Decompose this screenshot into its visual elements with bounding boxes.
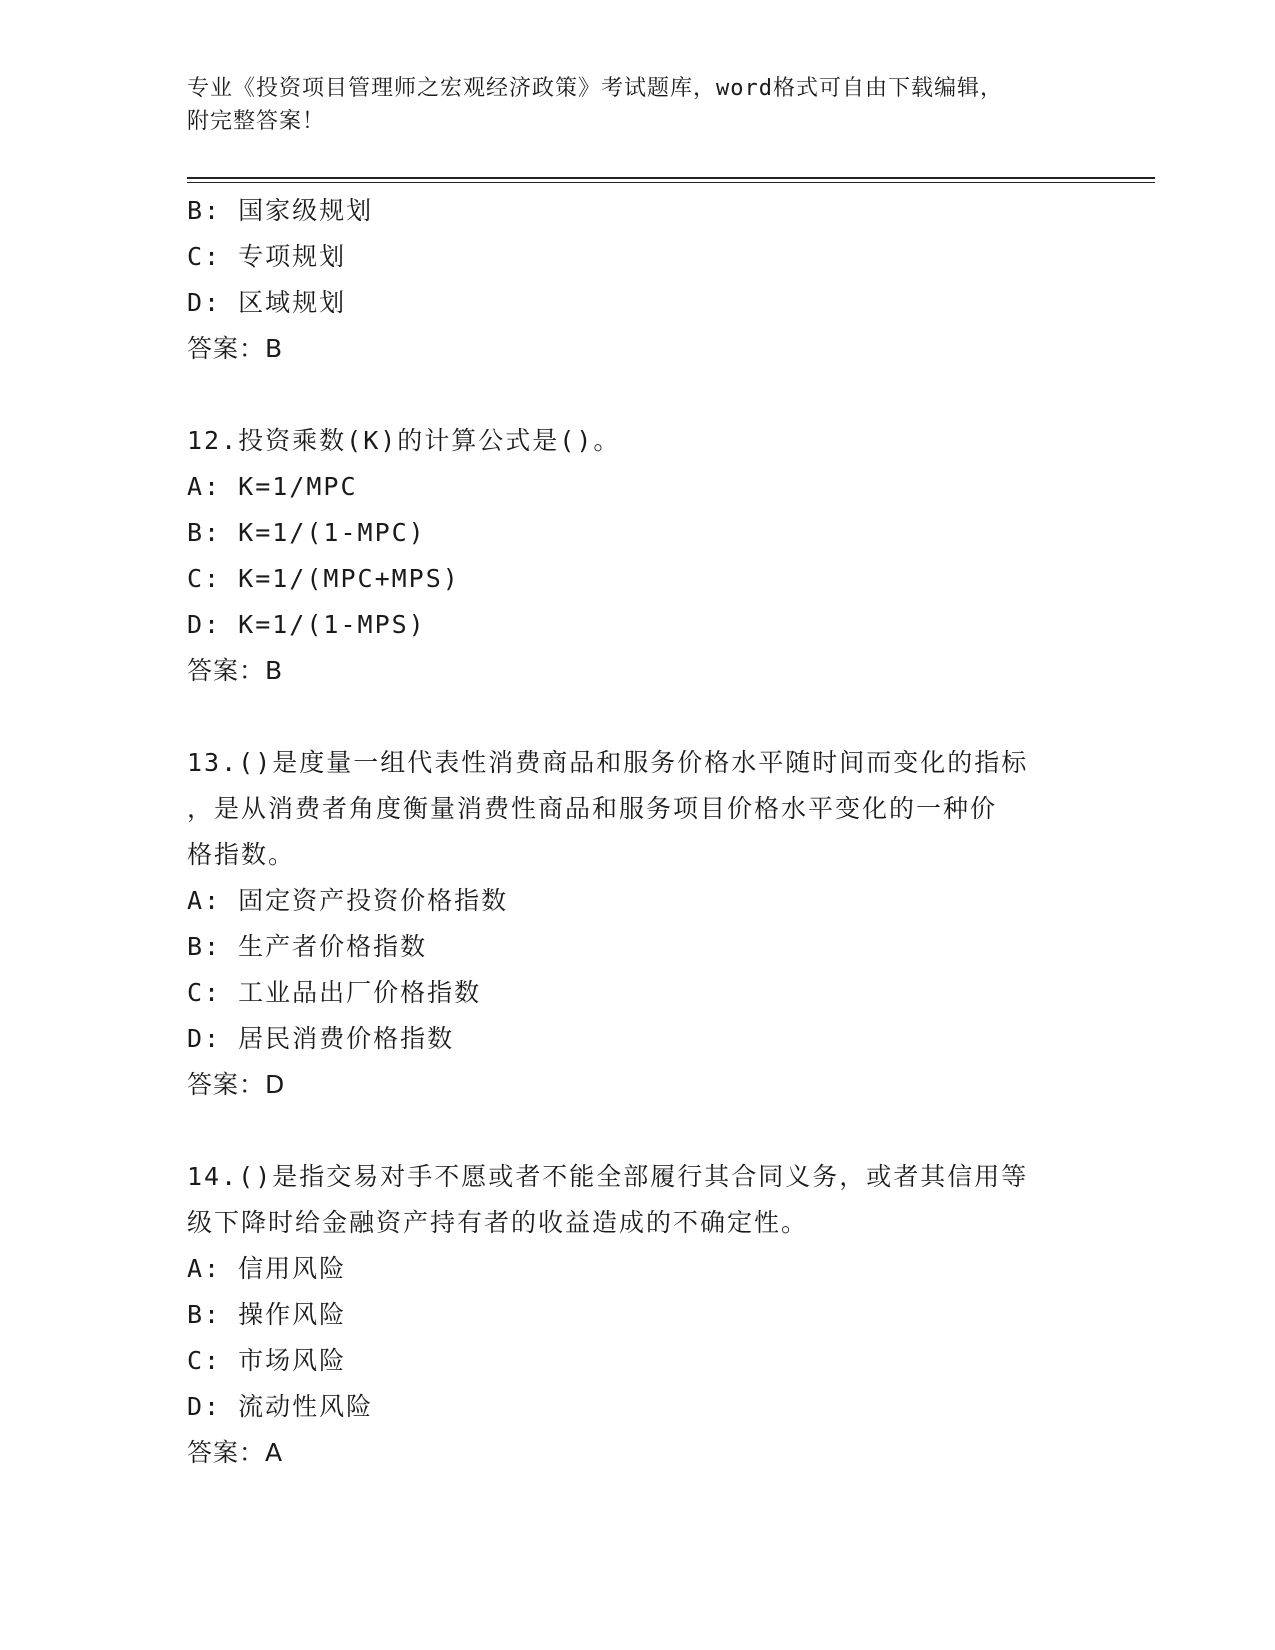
question-stem-line: 格指数。 — [187, 840, 296, 869]
header-line-2: 附完整答案！ — [187, 109, 326, 134]
option-c: C: K=1/(MPC+MPS) — [187, 564, 460, 593]
answer: 答案：A — [187, 1438, 284, 1467]
option-d: D: 流动性风险 — [187, 1392, 374, 1421]
option-c: C: 专项规划 — [187, 242, 347, 271]
spacer — [187, 1108, 1087, 1154]
option-d: D: K=1/(1-MPS) — [187, 610, 426, 639]
question-stem-line: 13.()是度量一组代表性消费商品和服务价格水平随时间而变化的指标 — [187, 748, 1029, 777]
question-list — [187, 188, 1087, 1476]
answer: 答案：D — [187, 1070, 286, 1099]
option-b: B: 操作风险 — [187, 1300, 347, 1329]
question-stem-line: 14.()是指交易对手不愿或者不能全部履行其合同义务，或者其信用等 — [187, 1162, 1029, 1191]
question-13 — [187, 740, 1087, 1108]
spacer — [187, 372, 1087, 418]
question-stem-line: ，是从消费者角度衡量消费性商品和服务项目价格水平变化的一种价 — [187, 794, 998, 823]
question-11 — [187, 188, 1087, 372]
header-divider-thin — [187, 182, 1155, 183]
option-d: D: 区域规划 — [187, 288, 347, 317]
option-b: B: 生产者价格指数 — [187, 932, 428, 961]
option-c: C: 工业品出厂价格指数 — [187, 978, 482, 1007]
option-b: B: K=1/(1-MPC) — [187, 518, 426, 547]
question-14 — [187, 1154, 1087, 1476]
question-stem: 12.投资乘数(K)的计算公式是()。 — [187, 426, 621, 455]
document-header — [187, 72, 1067, 138]
answer: 答案：B — [187, 656, 284, 685]
option-a: A: 固定资产投资价格指数 — [187, 886, 509, 915]
header-divider-thick — [187, 177, 1155, 179]
option-d: D: 居民消费价格指数 — [187, 1024, 455, 1053]
option-b: B: 国家级规划 — [187, 196, 374, 225]
header-line-1: 专业《投资项目管理师之宏观经济政策》考试题库，word格式可自由下载编辑， — [187, 76, 1003, 101]
option-a: A: 信用风险 — [187, 1254, 347, 1283]
question-stem-line: 级下降时给金融资产持有者的收益造成的不确定性。 — [187, 1208, 809, 1237]
spacer — [187, 694, 1087, 740]
answer: 答案：B — [187, 334, 284, 363]
question-12 — [187, 418, 1087, 694]
option-c: C: 市场风险 — [187, 1346, 347, 1375]
option-a: A: K=1/MPC — [187, 472, 358, 501]
